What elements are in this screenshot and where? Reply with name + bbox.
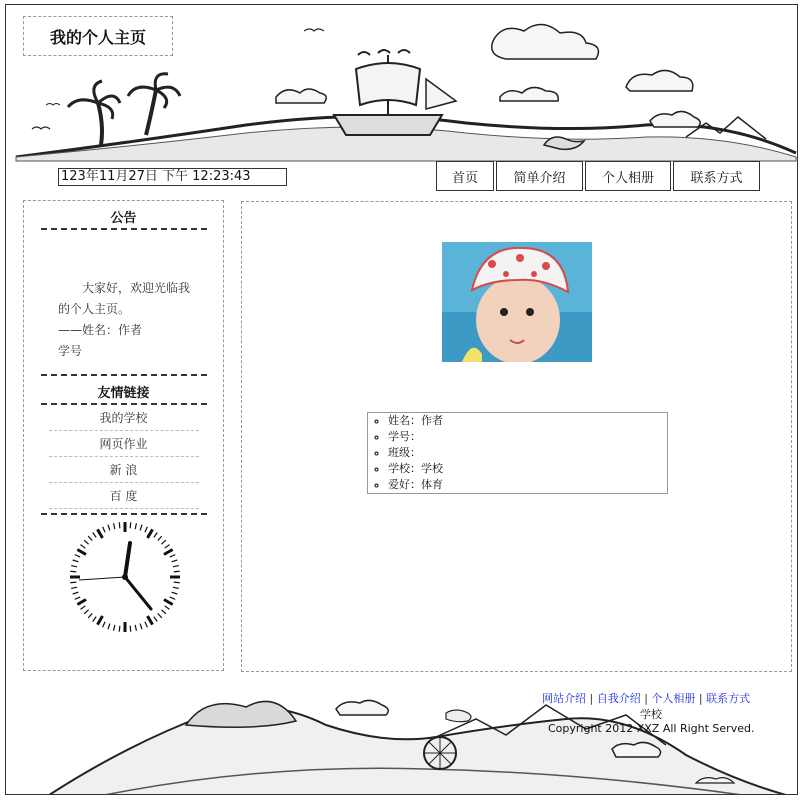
clock-tick [103,622,105,627]
clock-tick [81,606,86,610]
clock-tick [148,529,153,538]
clock-tick [164,550,173,555]
notice-line: 大家好，欢迎光临我的个人主页。 [58,281,191,316]
footer-link-site-intro[interactable]: 网站介绍 [542,692,586,705]
footer-nav [542,690,750,706]
clock-tick [140,624,142,630]
friend-link-sina[interactable]: 新 浪 [49,457,199,483]
clock-second-hand [79,577,125,580]
clock-tick [165,606,170,610]
clock-tick [108,525,110,531]
clock-tick [130,626,131,632]
clock-tick [81,545,86,549]
profile-class: ◦ 班级： [388,445,667,461]
profile-info-box [367,412,668,494]
clock-tick [73,592,79,594]
footer-link-self-intro[interactable]: 自我介绍 [596,692,641,705]
clock-hour-hand [125,543,130,577]
main-nav [436,161,760,191]
links-title: 友情链接 [41,376,207,405]
friend-link-school[interactable]: 我的学校 [49,405,199,431]
clock-tick [135,523,136,529]
nav-tab-home[interactable]: 首页 [436,161,494,191]
clock-tick [84,540,88,544]
clock-tick [88,613,92,617]
clock-tick [84,610,88,614]
clock-tick [161,540,165,544]
footer-school: 学校 [640,708,662,721]
nav-tab-album[interactable]: 个人相册 [585,161,671,191]
footer-separator: | [640,692,652,705]
main-content [241,201,792,672]
datetime-display: 123年11月27日 下午 12:23:43 [58,168,287,186]
clock-tick [172,560,178,562]
clock-tick [75,597,80,599]
footer-link-album[interactable]: 个人相册 [651,692,696,705]
clock-tick [98,616,103,625]
clock-tick [161,610,165,614]
clock-tick [145,527,147,532]
clock-tick [165,545,170,549]
clock-tick [73,560,79,562]
clock-tick [158,613,162,617]
clock-tick [93,533,97,538]
clock-tick [114,523,115,529]
clock-tick [164,600,173,605]
footer-link-contact[interactable]: 联系方式 [706,692,751,705]
notice-title: 公告 [41,201,207,230]
profile-name: ◦ 姓名：作者 [388,413,667,429]
footer-copyright: Copyright 2012 XXZ All Right Served. [548,722,755,735]
clock-tick [70,571,76,572]
clock-tick [154,533,158,538]
profile-hobby: ◦ 爱好：体育 [388,477,667,493]
clock-tick [173,587,179,588]
clock-minute-hand [125,577,151,609]
clock-tick [173,566,179,567]
clock-tick [70,582,76,583]
divider [41,513,207,515]
profile-student-id: ◦ 学号： [388,429,667,445]
friend-link-homework[interactable]: 网页作业 [49,431,199,457]
nav-tab-intro[interactable]: 简单介绍 [496,161,583,191]
footer-separator: | [695,692,707,705]
clock-tick [154,617,158,622]
clock-tick [98,529,103,538]
nav-tab-contact[interactable]: 联系方式 [673,161,760,191]
site-title: 我的个人主页 [23,16,173,56]
friend-links [49,405,199,509]
sidebar [23,200,224,671]
friend-link-baidu[interactable]: 百 度 [49,483,199,509]
profile-school: ◦ 学校：学校 [388,461,667,477]
clock-tick [114,625,115,631]
analog-clock [67,519,183,635]
clock-tick [77,550,86,555]
notice-body [24,230,223,374]
clock-tick [174,571,180,572]
clock-tick [71,587,77,588]
page-frame [5,4,798,795]
clock-tick [148,616,153,625]
clock-tick [174,582,180,583]
clock-tick [88,536,92,540]
clock-tick [71,566,77,567]
notice-student-id: 学号 [58,344,83,358]
clock-tick [108,624,110,630]
clock-tick [135,625,136,631]
clock-tick [172,592,178,594]
clock-tick [170,555,175,557]
clock-tick [75,555,80,557]
clock-tick [119,522,120,528]
clock-tick [158,536,162,540]
clock-tick [93,617,97,622]
clock-tick [170,597,175,599]
clock-tick [145,622,147,627]
clock-tick [119,626,120,632]
footer-separator: | [586,692,597,705]
clock-tick [130,522,131,528]
notice-signature: ——姓名：作者 [58,323,143,337]
clock-tick [77,600,86,605]
profile-photo [442,242,592,362]
clock-tick [140,525,142,531]
clock-tick [103,527,105,532]
